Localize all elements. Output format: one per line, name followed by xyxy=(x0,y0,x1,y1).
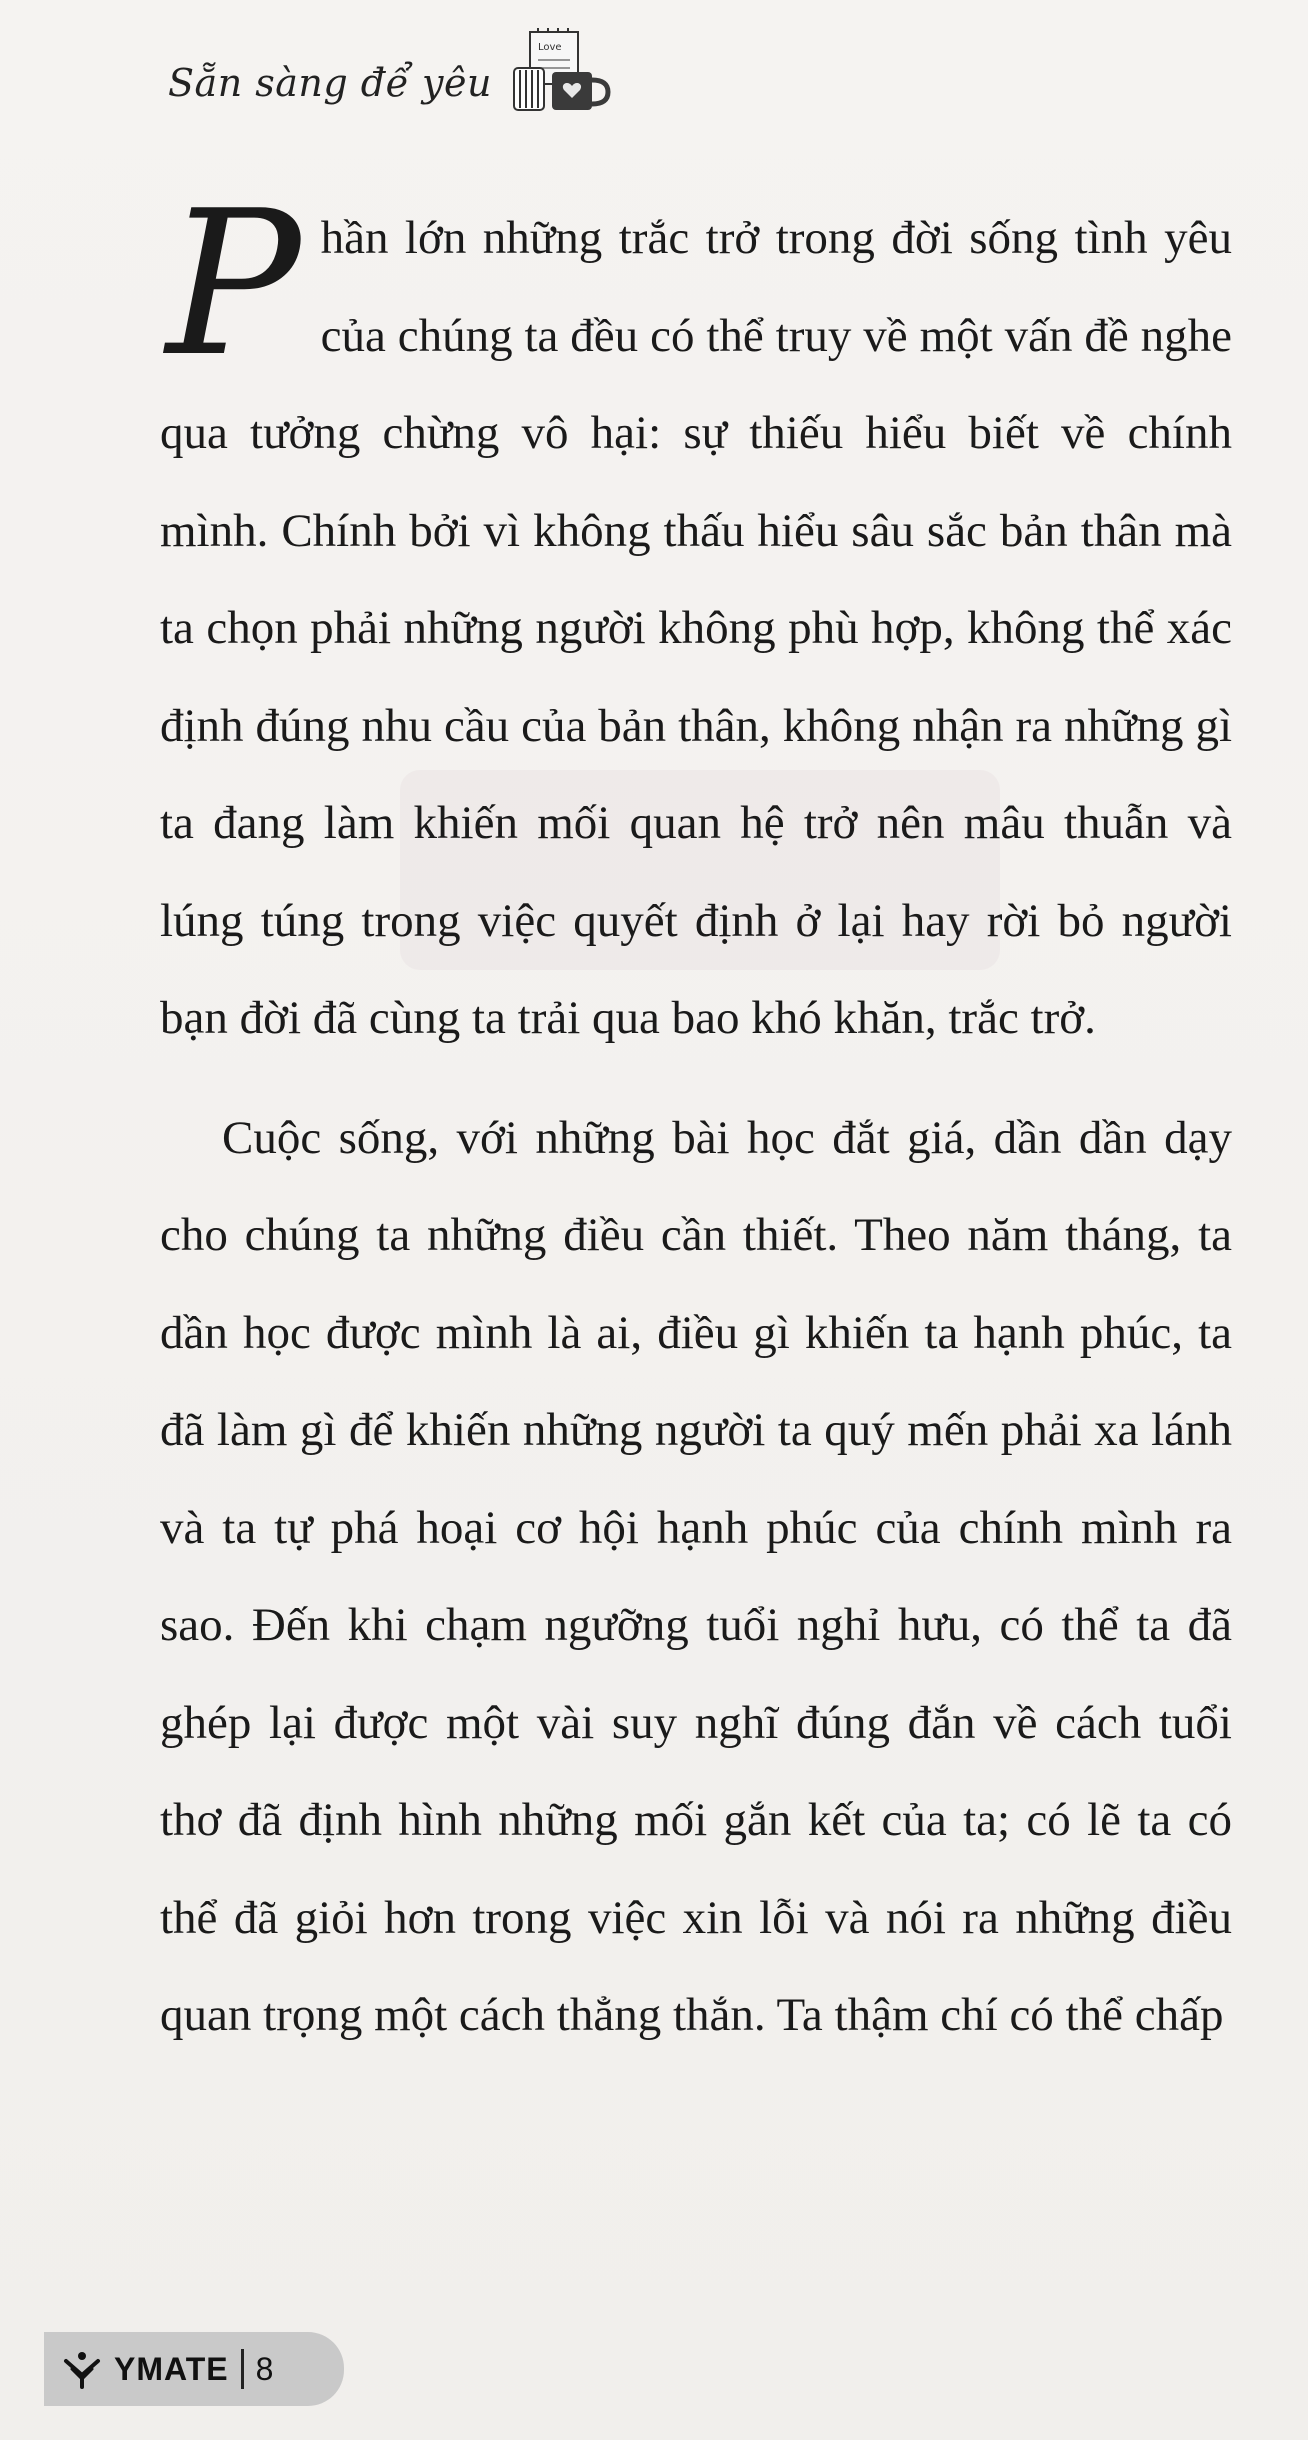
footer-separator xyxy=(241,2349,244,2389)
running-header xyxy=(168,28,618,118)
notepad-love-text: Love xyxy=(538,42,562,53)
ymate-logo-icon xyxy=(62,2349,102,2389)
paragraph-1-text: hần lớn những trắc trở trong đời sống tình yêu của chúng ta đều có thể truy về một vấn đề nghe qua tưởng chừng vô hại: sự thiếu hiểu biết về chính mình. Chính bởi vì không thấu hiểu sâu sắc bản thân mà ta chọn phải những người không phù hợp, không thể xác định đúng nhu cầu của bản thân, không nhận ra những gì ta đang làm khiến mối quan hệ trở nên mâu thuẫn và lúng túng trong việc quyết định ở lại hay rời bỏ người bạn đời đã cùng ta trải qua bao khó khăn, trắc trở. xyxy=(160,212,1232,1044)
paragraph-2-text: Cuộc sống, với những bài học đắt giá, dần dần dạy cho chúng ta những điều cần thiết. Theo năm tháng, ta dần học được mình là ai, điều gì khiến ta hạnh phúc, ta đã làm gì để khiến những người ta quý mến phải xa lánh và ta tự phá hoại cơ hội hạnh phúc của chính mình ra sao. Đến khi chạm ngưỡng tuổi nghỉ hưu, có thể ta đã ghép lại được một vài suy nghĩ đúng đắn về cách tuổi thơ đã định hình những mối gắn kết của ta; có lẽ ta có thể đã giỏi hơn trong việc xin lỗi và nói ra những điều quan trọng một cách thẳng thắn. Ta thậm chí có thể chấp xyxy=(160,1111,1232,2041)
body-text xyxy=(160,168,1232,2065)
love-notepad-coffee-icon xyxy=(508,28,618,118)
running-header-title: Sẵn sàng để yêu xyxy=(168,61,492,105)
page-number: 8 xyxy=(255,2350,274,2387)
drop-cap: P xyxy=(166,168,301,401)
paragraph-1 xyxy=(160,168,1232,1068)
page-footer-tab xyxy=(44,2332,344,2406)
footer-brand: YMATE xyxy=(114,2350,229,2387)
paragraph-2 xyxy=(160,1090,1232,2065)
